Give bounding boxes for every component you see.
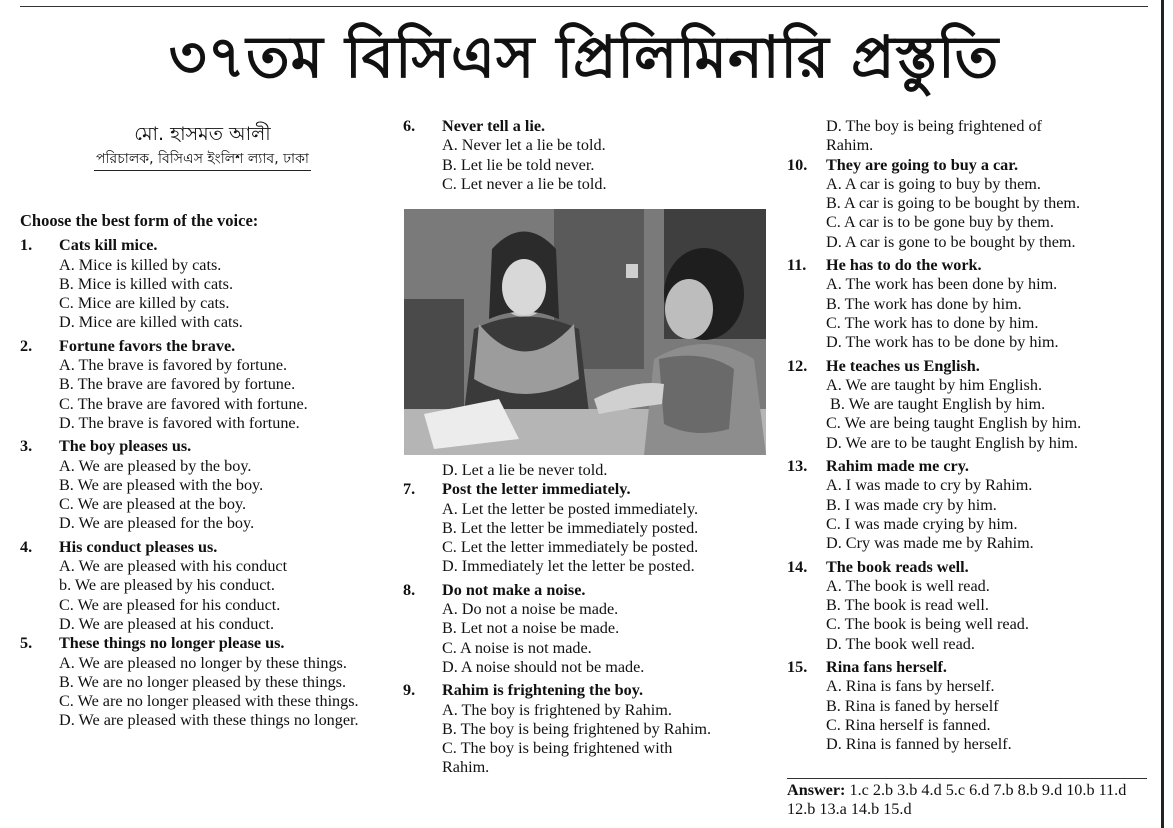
option: C. We are pleased for his conduct. <box>59 595 281 614</box>
option: D. Cry was made me by Rahim. <box>826 534 1034 553</box>
option: B. The work has done by him. <box>826 294 1022 313</box>
option: B. The boy is being frightened by Rahim. <box>442 719 712 738</box>
column-3 <box>787 117 1152 755</box>
option: B. We are no longer pleased by these things. <box>59 672 347 691</box>
question-4 <box>20 538 380 634</box>
option: B. Mice is killed with cats. <box>59 274 233 293</box>
option: D. We are pleased at his conduct. <box>59 614 275 633</box>
option: b. We are pleased by his conduct. <box>59 576 275 595</box>
question-5 <box>20 634 380 730</box>
option: C. We are no longer pleased with these things. <box>59 692 359 711</box>
option: D. Mice are killed with cats. <box>59 313 243 332</box>
option: D. We are pleased with these things no longer. <box>59 711 359 730</box>
question-text: The book reads well. <box>826 557 969 576</box>
option: B. The book is read well. <box>826 596 989 615</box>
option: A. Rina is fans by herself. <box>826 677 995 696</box>
option: C. We are being taught English by him. <box>826 414 1082 433</box>
option: D. Let a lie be never told. <box>442 461 608 479</box>
right-page-edge <box>1161 0 1164 828</box>
option: B. We are taught English by him. <box>826 395 1046 414</box>
question-9 <box>403 681 773 777</box>
option: C. Let the letter immediately be posted. <box>442 538 699 557</box>
question-6-continued <box>403 461 773 480</box>
option: C. Mice are killed by cats. <box>59 294 230 313</box>
option: A. A car is going to buy by them. <box>826 174 1041 193</box>
question-3 <box>20 437 380 533</box>
question-text: His conduct pleases us. <box>59 537 218 556</box>
option: B. Rina is faned by herself <box>826 696 999 715</box>
option: D. The brave is favored with fortune. <box>59 413 300 432</box>
question-8 <box>403 581 773 677</box>
question-7 <box>403 480 773 576</box>
option: C. The brave are favored with fortune. <box>59 394 308 413</box>
option: B. A car is going to be bought by them. <box>826 194 1081 213</box>
question-10 <box>787 156 1152 252</box>
option: D. A car is gone to be bought by them. <box>826 232 1076 251</box>
answer-text: 1.c 2.b 3.b 4.d 5.c 6.d 7.b 8.b 9.d 10.b 11.d 12.b 13.a 14.b 15.d <box>787 781 1127 818</box>
question-number: 15. <box>787 658 808 677</box>
option: B. I was made cry by him. <box>826 495 997 514</box>
question-15 <box>787 658 1152 754</box>
author-name: মো. হাসমত আলী <box>134 123 271 145</box>
question-11 <box>787 256 1152 352</box>
option: C. I was made crying by him. <box>826 514 1018 533</box>
question-number: 8. <box>403 580 416 599</box>
author-org: পরিচালক, বিসিএস ইংলিশ ল্যাব, ঢাকা <box>94 148 311 171</box>
option: A. We are pleased by the boy. <box>59 456 252 475</box>
question-9-continued <box>787 117 1152 156</box>
option: C. The boy is being frightened with Rahim. <box>442 739 673 777</box>
option: B. Let not a noise be made. <box>442 619 620 638</box>
option: B. We are pleased with the boy. <box>59 475 264 494</box>
question-text: Do not make a noise. <box>442 580 586 599</box>
option: D. Immediately let the letter be posted. <box>442 557 695 576</box>
question-1 <box>20 236 380 332</box>
column-2-top <box>403 117 773 194</box>
option: D. The work has to be done by him. <box>826 333 1059 352</box>
question-13 <box>787 457 1152 553</box>
option: C. We are pleased at the boy. <box>59 495 247 514</box>
question-number: 11. <box>787 256 807 275</box>
option: A. Let the letter be posted immediately. <box>442 499 699 518</box>
instruction: Choose the best form of the voice: <box>20 211 259 230</box>
option: D. A noise should not be made. <box>442 657 645 676</box>
question-number: 1. <box>20 236 33 255</box>
top-rule <box>20 6 1148 7</box>
option: A. The boy is frightened by Rahim. <box>442 700 672 719</box>
option: A. Never let a lie be told. <box>442 136 606 155</box>
question-text: Rahim made me cry. <box>826 457 969 476</box>
question-text: The boy pleases us. <box>59 437 192 456</box>
answer-key <box>787 778 1147 818</box>
classroom-photo <box>404 209 766 455</box>
question-text: Fortune favors the brave. <box>59 336 236 355</box>
question-number: 10. <box>787 155 808 174</box>
question-2 <box>20 337 380 433</box>
question-number: 12. <box>787 356 808 375</box>
question-number: 6. <box>403 117 416 135</box>
question-text: He teaches us English. <box>826 356 980 375</box>
question-12 <box>787 357 1152 453</box>
page-title: ৩৭তম বিসিএস প্রিলিমিনারি প্রস্তুতি <box>168 23 1000 91</box>
question-text: Cats kill mice. <box>59 236 158 255</box>
option: D. The boy is being frightened of Rahim. <box>826 117 1042 155</box>
question-number: 3. <box>20 437 33 456</box>
option: C. The book is being well read. <box>826 615 1029 634</box>
option: D. Rina is fanned by herself. <box>826 735 1012 754</box>
author-block <box>60 120 345 171</box>
option: A. The brave is favored by fortune. <box>59 356 288 375</box>
question-number: 4. <box>20 537 33 556</box>
column-1 <box>20 211 380 731</box>
question-number: 13. <box>787 457 808 476</box>
option: B. Let the letter be immediately posted. <box>442 518 699 537</box>
answer-label: Answer: <box>787 781 846 799</box>
option: C. A car is to be gone buy by them. <box>826 213 1054 232</box>
option: C. Rina herself is fanned. <box>826 715 991 734</box>
question-text: Post the letter immediately. <box>442 480 631 499</box>
question-number: 7. <box>403 480 416 499</box>
question-number: 9. <box>403 681 416 700</box>
question-6 <box>403 117 773 194</box>
question-number: 2. <box>20 336 33 355</box>
option: B. The brave are favored by fortune. <box>59 375 296 394</box>
question-text: These things no longer please us. <box>59 634 285 653</box>
option: A. The book is well read. <box>826 576 990 595</box>
option: D. The book well read. <box>826 634 975 653</box>
option: A. We are pleased with his conduct <box>59 557 288 576</box>
option: C. A noise is not made. <box>442 638 592 657</box>
question-text: Rahim is frightening the boy. <box>442 681 644 700</box>
question-number: 14. <box>787 557 808 576</box>
question-text: Never tell a lie. <box>442 117 546 135</box>
option: A. The work has been done by him. <box>826 275 1058 294</box>
question-text: Rina fans herself. <box>826 658 947 677</box>
option: A. We are taught by him English. <box>826 375 1042 394</box>
option: B. Let lie be told never. <box>442 155 595 174</box>
option: A. Mice is killed by cats. <box>59 255 222 274</box>
option: C. Let never a lie be told. <box>442 174 607 193</box>
question-text: They are going to buy a car. <box>826 155 1019 174</box>
question-14 <box>787 558 1152 654</box>
question-text: He has to do the work. <box>826 256 982 275</box>
option: D. We are pleased for the boy. <box>59 514 255 533</box>
option: A. Do not a noise be made. <box>442 600 619 619</box>
option: D. We are to be taught English by him. <box>826 433 1078 452</box>
question-number: 5. <box>20 634 33 653</box>
option: C. The work has to done by him. <box>826 313 1039 332</box>
option: A. We are pleased no longer by these things. <box>59 653 347 672</box>
option: A. I was made to cry by Rahim. <box>826 476 1033 495</box>
column-2-bottom <box>403 461 773 778</box>
